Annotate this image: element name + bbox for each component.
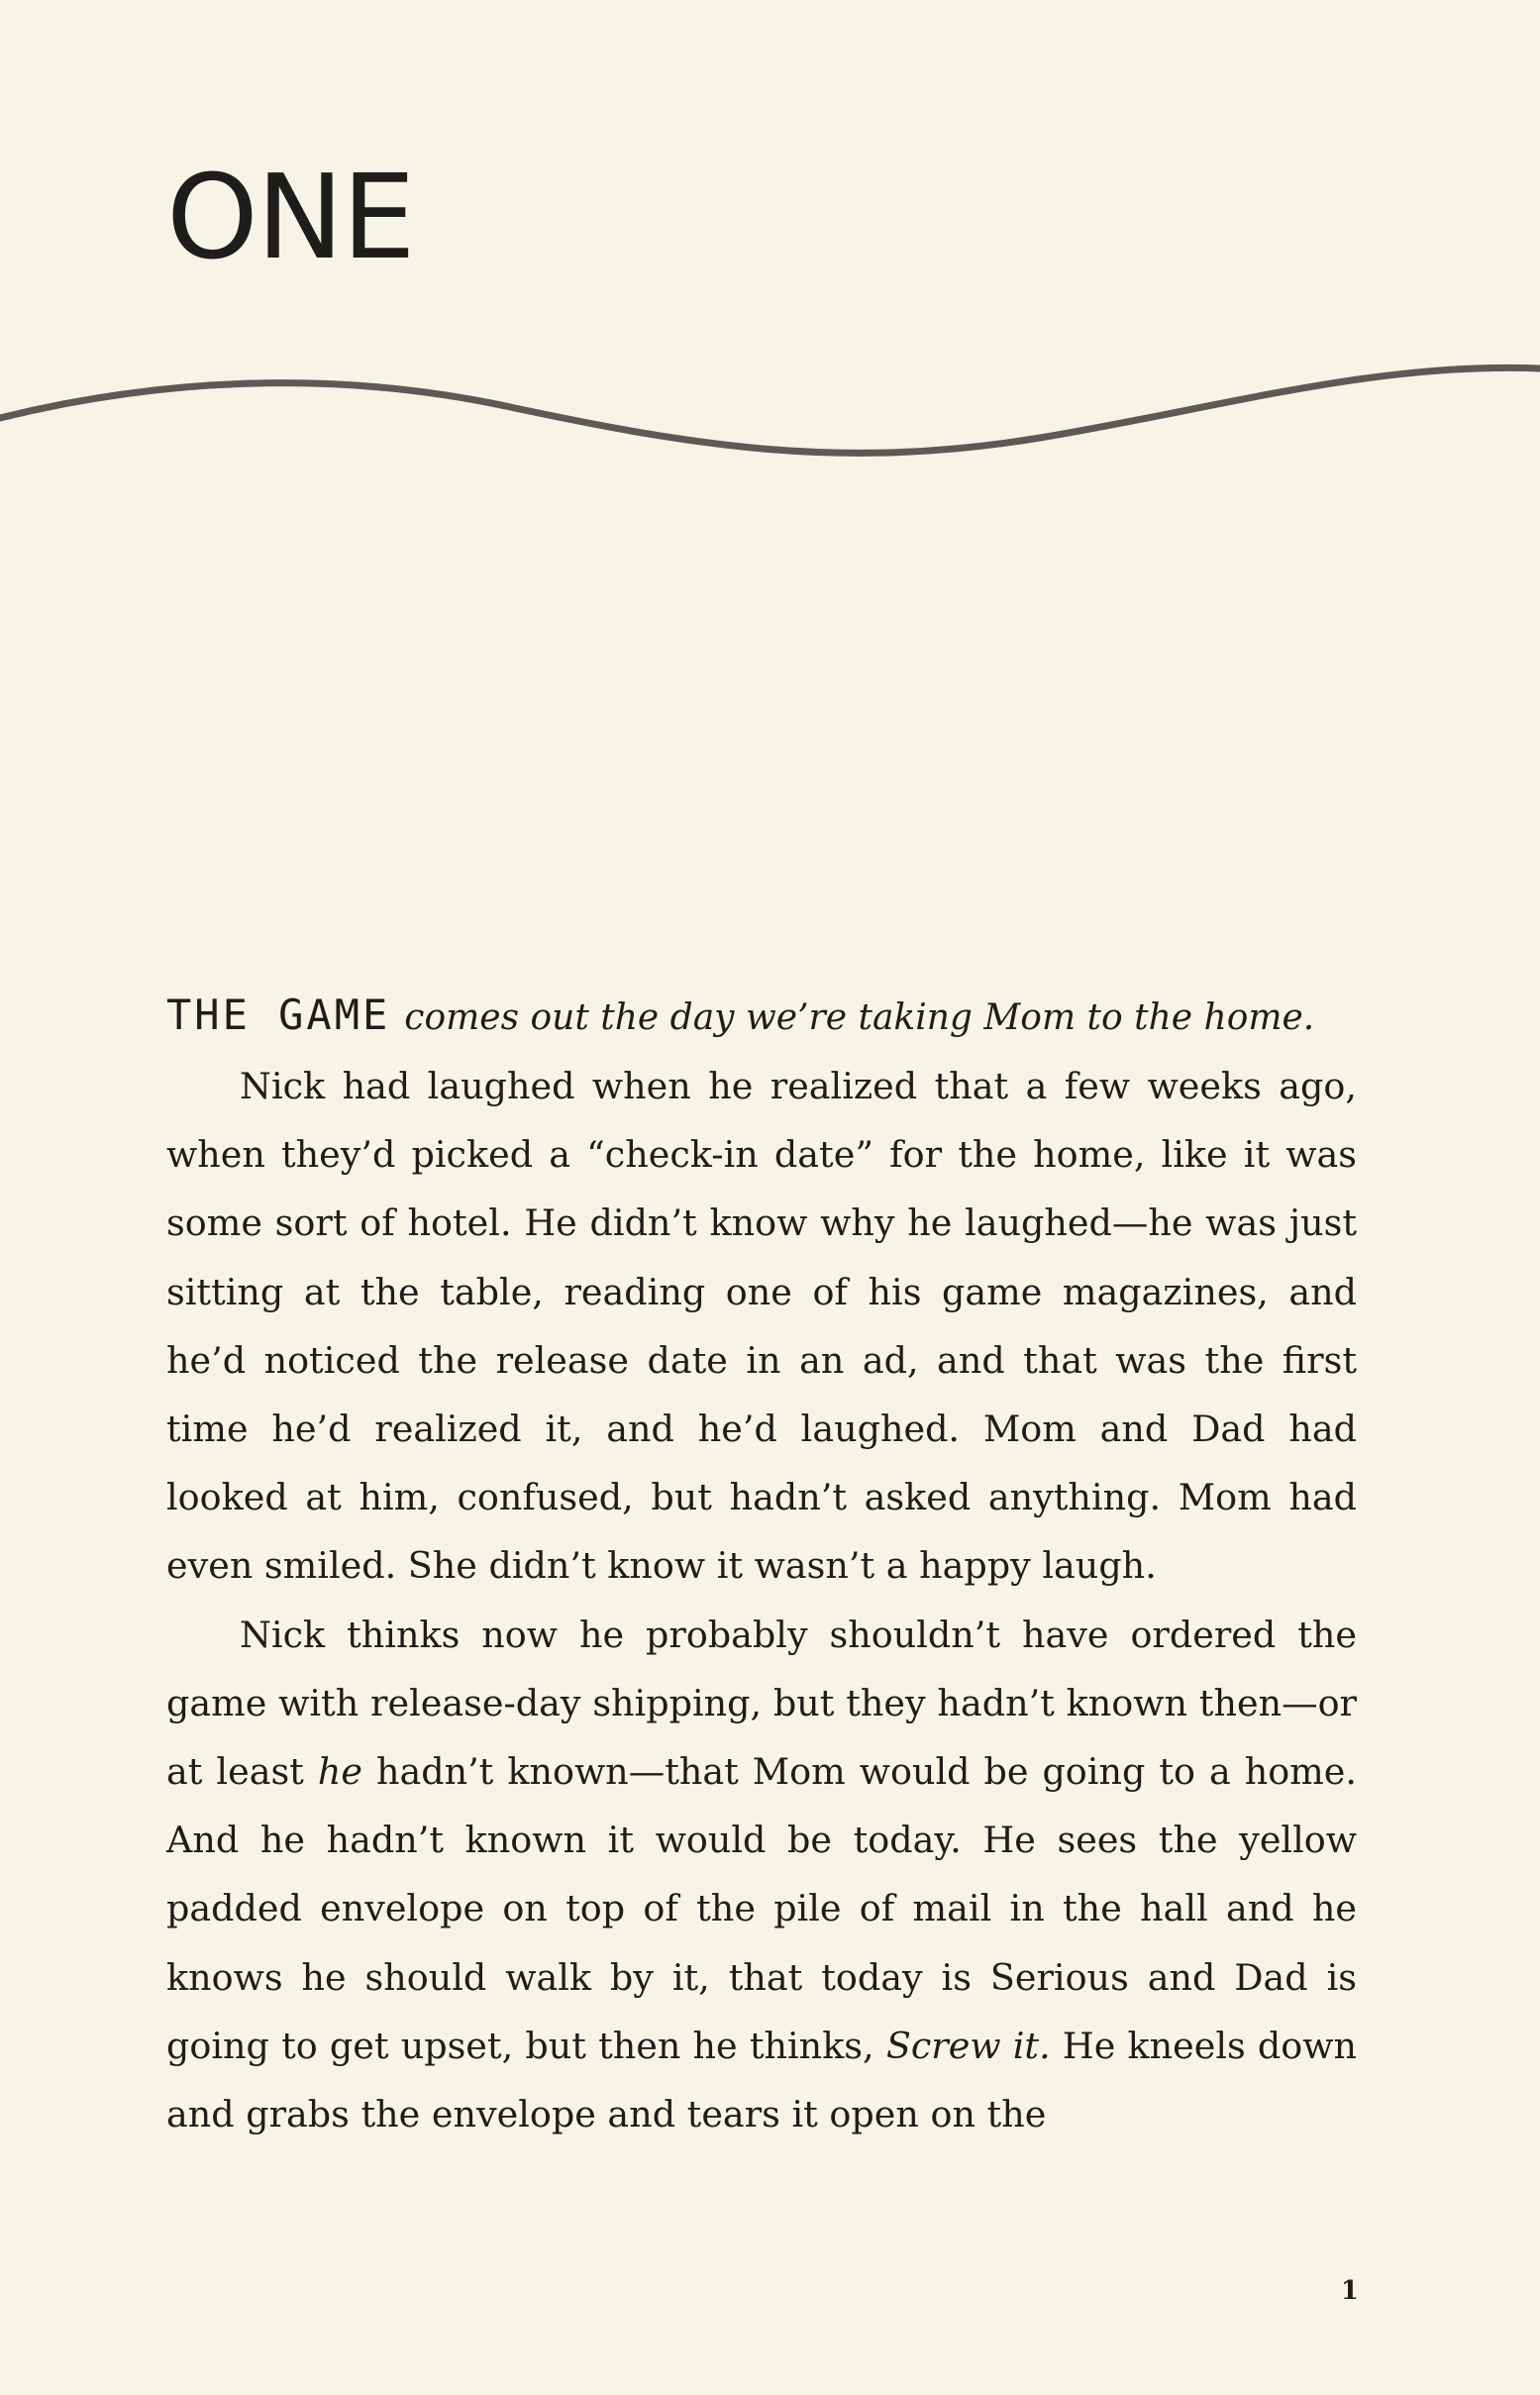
paragraph-2-part-a: Nick thinks now he probably shouldn’t have ordered the game with release-day shipping, but they hadn’t known then—or at least <box>166 1613 1357 1794</box>
opening-italic: comes out the day we’re taking Mom to the home. <box>404 997 1315 1038</box>
chapter-text <box>166 981 1357 2148</box>
paragraph-2 <box>166 1601 1357 2149</box>
chapter-title: ONE <box>166 149 414 285</box>
wave-divider <box>0 347 1540 505</box>
paragraph-2-part-b: hadn’t known—that Mom would be going to a home. And he hadn’t known it would be today. He sees the yellow padded envelope on top of the pile of mail in the hall and he knows he should walk by it, that today is Serious and Dad is going to get upset, but then he thinks, <box>166 1750 1357 2067</box>
page-number: 1 <box>1340 2276 1359 2306</box>
opening-caps: THE GAME <box>166 990 391 1039</box>
paragraph-1: Nick had laughed when he realized that a few weeks ago, when they’d picked a “check-in date” for the home, like it was some sort of hotel. He didn’t know why he laughed—he was just sitting at the table, reading one of his game magazines, and he’d noticed the release date in an ad, and that was the first time he’d realized it, and he’d laughed. Mom and Dad had looked at him, confused, but hadn’t asked anything. Mom had even smiled. She didn’t know it wasn’t a happy laugh. <box>166 1065 1357 1588</box>
paragraph-2-emphasis: he <box>317 1750 362 1794</box>
paragraph-2-part-c: He kneels down and grabs the envelope and tears it open on the <box>166 2024 1357 2136</box>
opening-line <box>166 981 1357 1052</box>
paragraph-2-emphasis-2: Screw it. <box>885 2024 1051 2067</box>
